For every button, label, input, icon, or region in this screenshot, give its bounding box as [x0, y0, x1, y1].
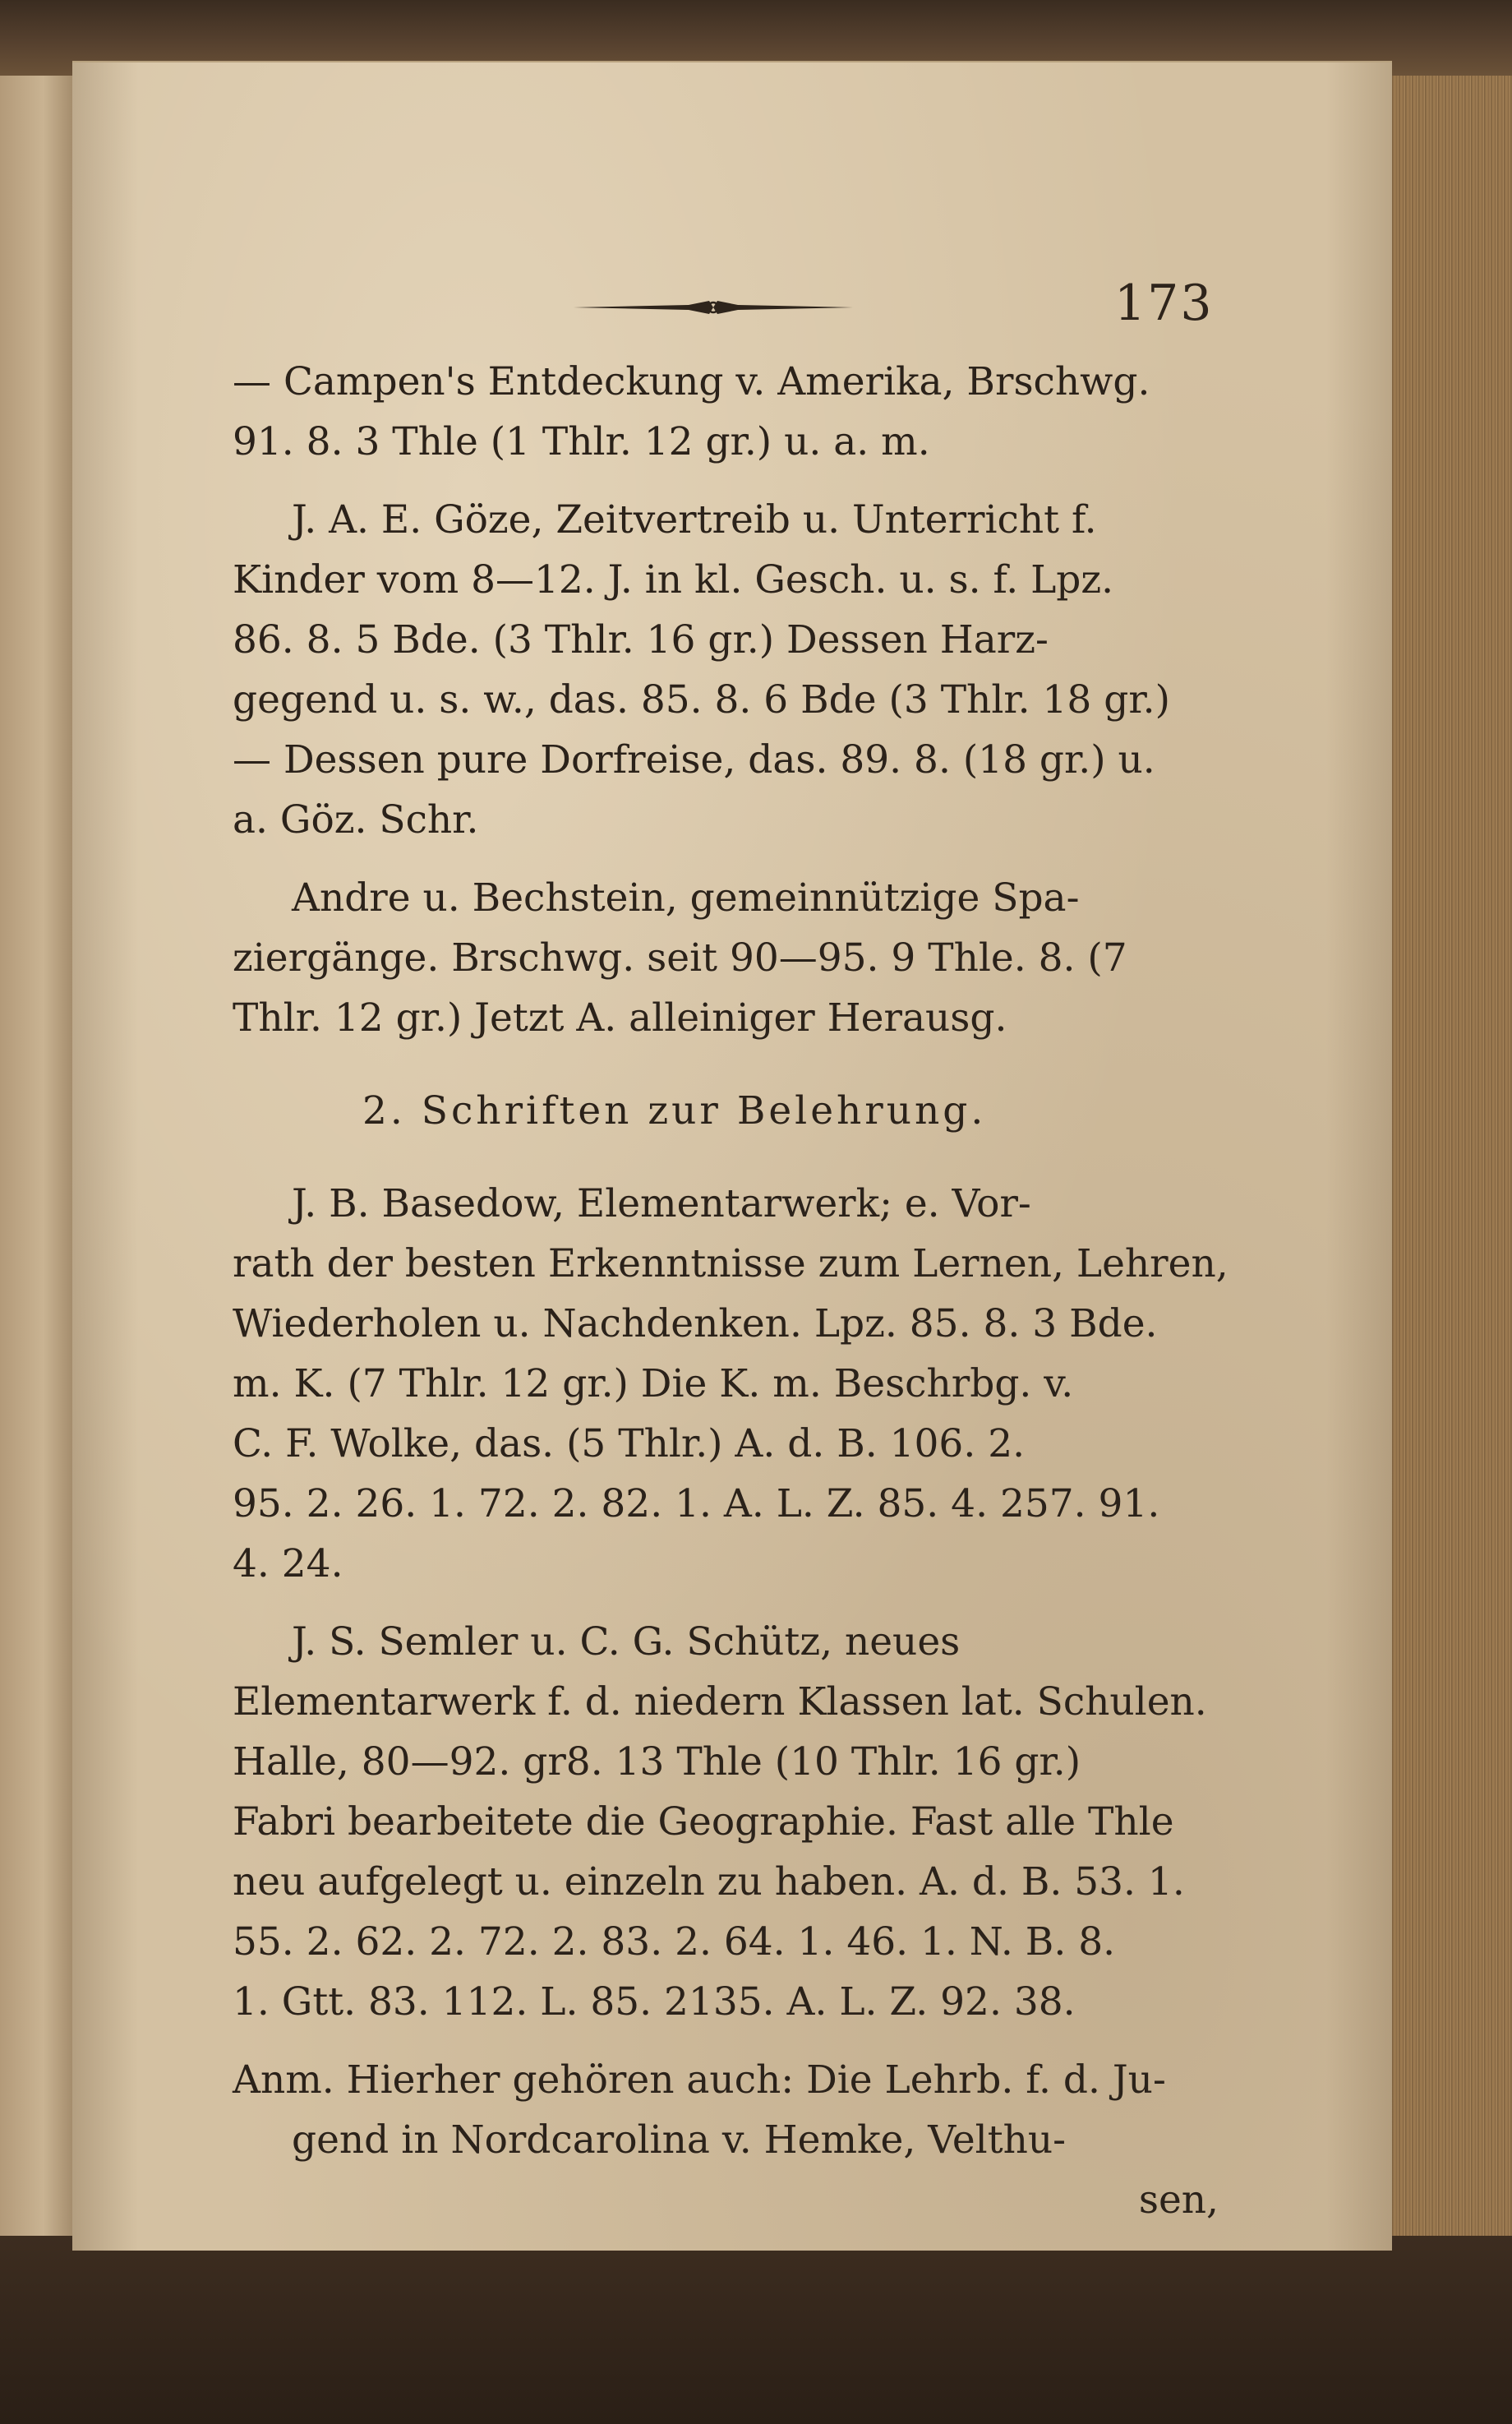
page-fore-edge	[1389, 76, 1512, 2279]
text-line: C. F. Wolke, das. (5 Thlr.) A. d. B. 106. 2.	[233, 1421, 1026, 1466]
text-line: Halle, 80—92. gr8. 13 Thle (10 Thlr. 16 gr.)	[233, 1739, 1081, 1785]
book-page	[72, 61, 1392, 2251]
text-line: Andre u. Bechstein, gemeinnützige Spa-	[292, 875, 1080, 921]
text-line: Elementarwerk f. d. niedern Klassen lat. Schulen.	[233, 1679, 1207, 1725]
book-bottom-edge	[0, 2236, 1512, 2424]
text-line: J. S. Semler u. C. G. Schütz, neues	[292, 1619, 961, 1664]
text-line: 4. 24.	[233, 1541, 343, 1586]
section-heading: 2. Schriften zur Belehrung.	[362, 1088, 987, 1134]
text-line: — Dessen pure Dorfreise, das. 89. 8. (18 gr.) u.	[233, 737, 1155, 783]
header-ornament	[574, 298, 853, 317]
text-line: neu aufgelegt u. einzeln zu haben. A. d. B. 53. 1.	[233, 1859, 1185, 1905]
text-line: gegend u. s. w., das. 85. 8. 6 Bde (3 Thlr. 18 gr.)	[233, 677, 1170, 723]
catchword: sen,	[1138, 2177, 1219, 2223]
text-line: rath der besten Erkenntnisse zum Lernen, Lehren,	[233, 1241, 1228, 1286]
text-line: J. B. Basedow, Elementarwerk; e. Vor-	[292, 1181, 1031, 1226]
note-line: gend in Nordcarolina v. Hemke, Velthu-	[292, 2117, 1066, 2163]
note-line: Anm. Hierher gehören auch: Die Lehrb. f. d. Ju-	[233, 2057, 1166, 2103]
text-line: Wiederholen u. Nachdenken. Lpz. 85. 8. 3 Bde.	[233, 1301, 1158, 1346]
text-line: J. A. E. Göze, Zeitvertreib u. Unterricht f.	[292, 497, 1097, 543]
text-line: 1. Gtt. 83. 112. L. 85. 2135. A. L. Z. 92. 38.	[233, 1979, 1076, 2025]
text-line: a. Göz. Schr.	[233, 797, 479, 843]
page-text	[233, 352, 1228, 2230]
text-line: 91. 8. 3 Thle (1 Thlr. 12 gr.) u. a. m.	[233, 419, 930, 464]
text-line: m. K. (7 Thlr. 12 gr.) Die K. m. Beschrbg. v.	[233, 1361, 1074, 1406]
text-line: Kinder vom 8—12. J. in kl. Gesch. u. s. f. Lpz.	[233, 557, 1114, 603]
text-line: 95. 2. 26. 1. 72. 2. 82. 1. A. L. Z. 85. 4. 257. 91.	[233, 1481, 1160, 1526]
text-line: ziergänge. Brschwg. seit 90—95. 9 Thle. 8. (7	[233, 935, 1127, 981]
text-line: Fabri bearbeitete die Geographie. Fast alle Thle	[233, 1799, 1174, 1845]
text-line: 55. 2. 62. 2. 72. 2. 83. 2. 64. 1. 46. 1. N. B. 8.	[233, 1919, 1116, 1965]
page-number: 173	[1114, 275, 1214, 332]
text-line: 86. 8. 5 Bde. (3 Thlr. 16 gr.) Dessen Harz-	[233, 617, 1049, 663]
text-line: — Campen's Entdeckung v. Amerika, Brschwg.	[233, 359, 1150, 404]
text-line: Thlr. 12 gr.) Jetzt A. alleiniger Herausg.	[233, 995, 1007, 1041]
previous-page-edge	[0, 76, 75, 2246]
